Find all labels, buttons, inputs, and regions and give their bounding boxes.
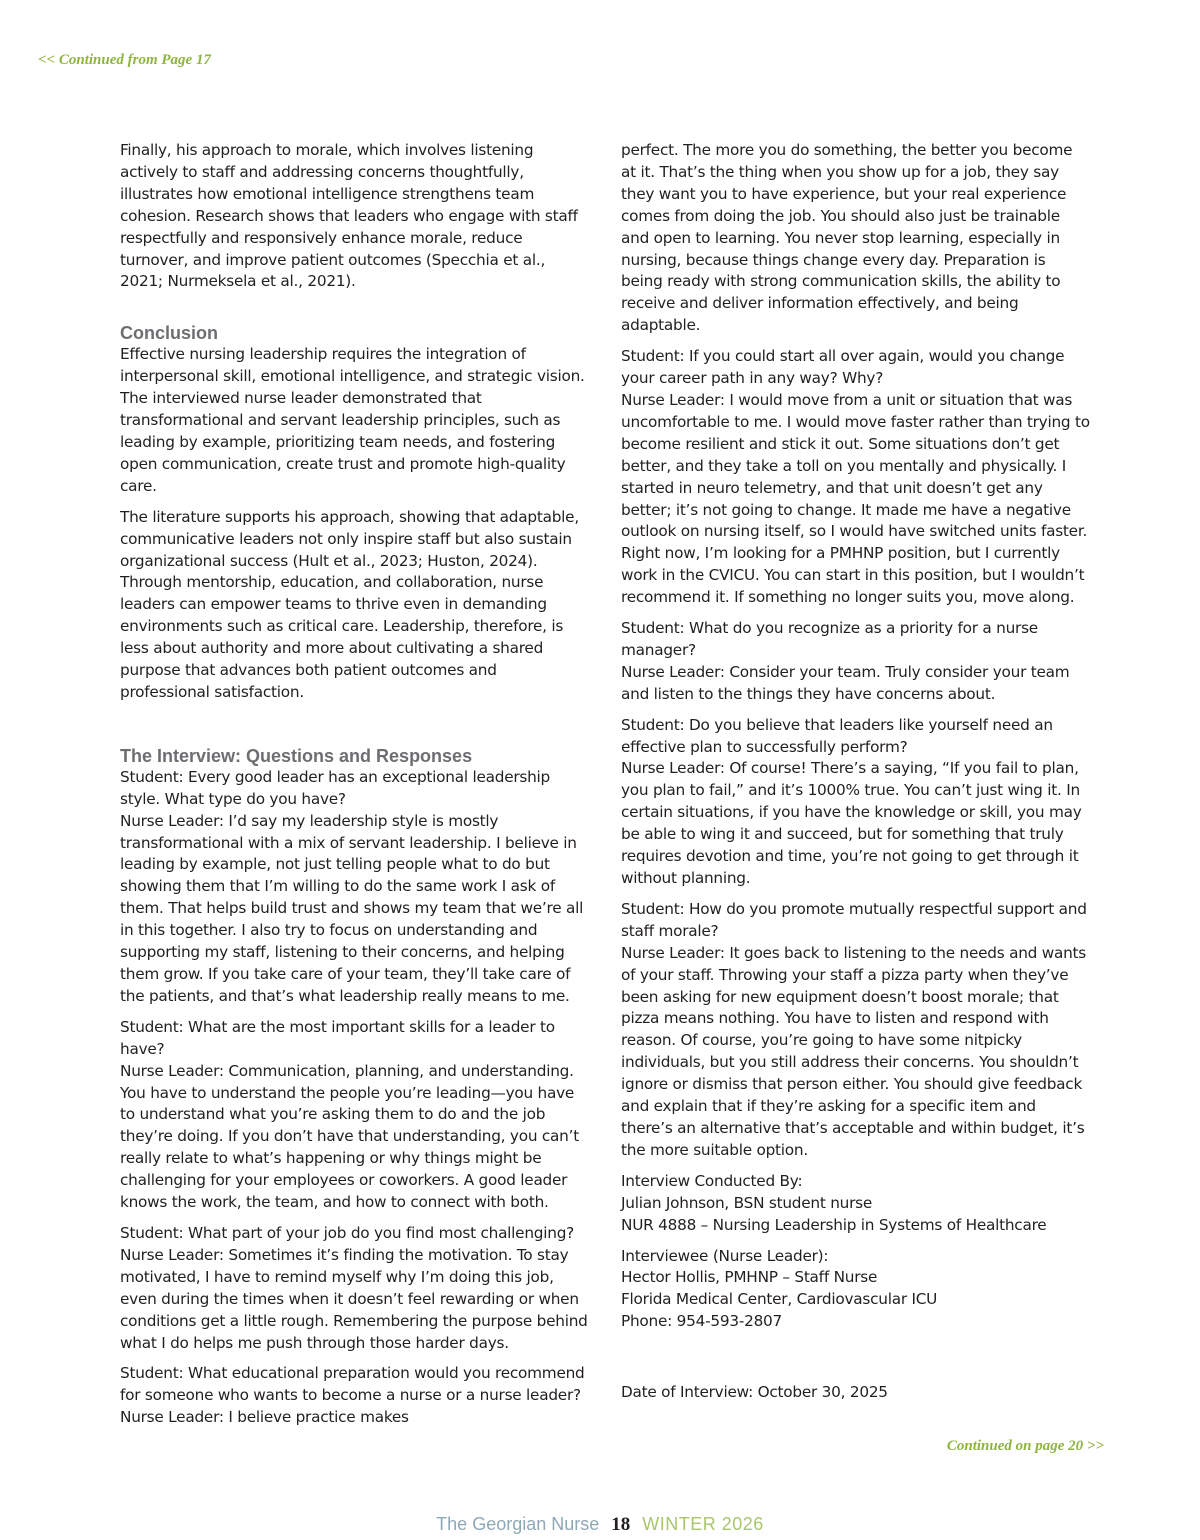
continuation-paragraph: perfect. The more you do something, the better you become at it. That’s the thing when you show up for a job, they say they want you to have experience, but your real experience comes from doing the job. You should also just be trainable and open to learning. You never stop learning, especially in nursing, because things change every day. Preparation is being ready with strong communication skills, the ability to receive and deliver information effectively, and being adaptable. [621,141,1073,335]
qa-block [621,899,1091,1162]
conducted-by-block [621,1171,1091,1237]
qa-block [621,715,1091,890]
interviewee-block [621,1246,1091,1334]
interview-date: Date of Interview: October 30, 2025 [621,1383,888,1402]
question: Student: What part of your job do you find most challenging? [120,1223,575,1242]
answer: Nurse Leader: Of course! There’s a saying, “If you fail to plan, you plan to fail,” and it’s 1000% true. You can’t just wing it. In certain situations, if you have the knowledge or skill, you may be able to wing it and succeed, but for something that truly requires devotion and time, you’re not going to get through it without planning. [621,759,1082,887]
question: Student: Every good leader has an exceptional leadership style. What type do you have? [120,767,551,808]
qa-block: Student: What educational preparation would you recommend for someone who wants to become a nurse or a nurse leader? Nurse Leader: I believe practice makes [120,1364,585,1427]
publication-name: The Georgian Nurse [436,1514,600,1534]
answer: Nurse Leader: Communication, planning, and understanding. You have to understand the people you’re leading—you have to understand what you’re asking them to do and the job they’re doing. If you don’t have that understanding, you can’t really relate to what’s happening or why things might be challenging for your employees or coworkers. A good leader knows the work, the team, and how to connect with both. [120,1061,579,1212]
qa-block [120,1017,588,1214]
conclusion-paragraph: Effective nursing leadership requires the integration of interpersonal skill, emotional intelligence, and strategic vision. The interviewed nurse leader demonstrated that transformational and servant leadership principles, such as leading by example, prioritizing team needs, and fostering open communication, create trust and promote high-quality care. [120,345,585,495]
conclusion-paragraph: The literature supports his approach, showing that adaptable, communicative leaders not only inspire staff but also sustain organizational success (Hult et al., 2023; Huston, 2024). Through mentorship, education, and collaboration, nurse leaders can empower teams to thrive even in demanding environments such as critical care. Leadership, therefore, is less about authority and more about cultivating a shared purpose that advances both patient outcomes and professional satisfaction. [120,507,579,701]
interviewee-name: Hector Hollis, PMHNP – Staff Nurse [621,1268,878,1287]
continued-from-label: << Continued from Page 17 [38,52,211,68]
qa-block [120,1223,588,1354]
answer: Nurse Leader: Sometimes it’s finding the motivation. To stay motivated, I have to remind myself why I’m doing this job, even during the times when it doesn’t feel rewarding or when conditions get a little rough. Remembering the purpose behind what I do helps me push through those harder days. [120,1245,588,1352]
page-footer [0,1514,1200,1536]
interviewer-name: Julian Johnson, BSN student nurse [621,1193,873,1212]
qa-block [621,346,1091,609]
answer: Nurse Leader: I would move from a unit or situation that was uncomfortable to me. I would move faster rather than trying to become resilient and stick it out. Some situations don’t get better, and they take a toll on you mentally and physically. I started in neuro telemetry, and that unit doesn’t get any better; it’s not going to change. It made me have a negative outlook on nursing itself, so I would have switched units faster. Right now, I’m looking for a PMHNP position, but I currently work in the CVICU. You can start in this position, but I wouldn’t recommend it. If something no longer suits you, move along. [621,390,1090,607]
question: Student: What do you recognize as a priority for a nurse manager? [621,619,1038,659]
interviewee-label: Interviewee (Nurse Leader): [621,1246,829,1265]
left-column [120,140,588,1438]
qa-block [621,618,1091,706]
answer: Nurse Leader: Consider your team. Truly consider your team and listen to the things they have concerns about. [621,662,1070,703]
question: Student: Do you believe that leaders like yourself need an effective plan to successfully perform? [621,715,1053,756]
interviewee-facility: Florida Medical Center, Cardiovascular ICU [621,1290,938,1309]
conclusion-heading: Conclusion [120,323,218,344]
conducted-by-label: Interview Conducted By: [621,1171,803,1190]
question: Student: How do you promote mutually respectful support and staff morale? [621,899,1087,940]
answer: Nurse Leader: It goes back to listening to the needs and wants of your staff. Throwing your staff a pizza party when they’ve been asking for new equipment doesn’t boost morale; that pizza means nothing. You have to listen and respond with reason. Of course, you’re going to have some nitpicky individuals, but you still address their concerns. You shouldn’t ignore or dismiss that person either. You should give feedback and explain that if they’re asking for a specific item and there’s an alternative that’s acceptable and within budget, it’s the more suitable option. [621,943,1087,1159]
intro-paragraph: Finally, his approach to morale, which involves listening actively to staff and addressing concerns thoughtfully, illustrates how emotional intelligence strengthens team cohesion. Research shows that leaders who engage with staff respectfully and responsively enhance morale, reduce turnover, and improve patient outcomes (Specchia et al., 2021; Nurmeksela et al., 2021). [120,141,578,291]
course-name: NUR 4888 – Nursing Leadership in Systems of Healthcare [621,1215,1047,1234]
interviewee-phone: Phone: 954-593-2807 [621,1312,783,1331]
page-number: 18 [611,1514,631,1535]
qa-block [120,767,588,1008]
right-column [621,140,1091,1413]
interview-heading: The Interview: Questions and Responses [120,745,473,766]
answer: Nurse Leader: I’d say my leadership style is mostly transformational with a mix of servant leadership. I believe in leading by example, not just telling people what to do but showing them that I’m willing to do the same work I ask of them. That helps build trust and shows my team that we’re all in this together. I also try to focus on understanding and supporting my staff, listening to their concerns, and helping them grow. If you take care of your team, they’ll take care of the patients, and that’s what leadership really means to me. [120,811,584,1005]
question: Student: What are the most important skills for a leader to have? [120,1017,555,1058]
question: Student: If you could start all over again, would you change your career path in any way? Why? [621,347,1065,388]
continued-on-link[interactable]: Continued on page 20 >> [946,1438,1104,1454]
issue-label: WINTER 2026 [642,1514,764,1534]
